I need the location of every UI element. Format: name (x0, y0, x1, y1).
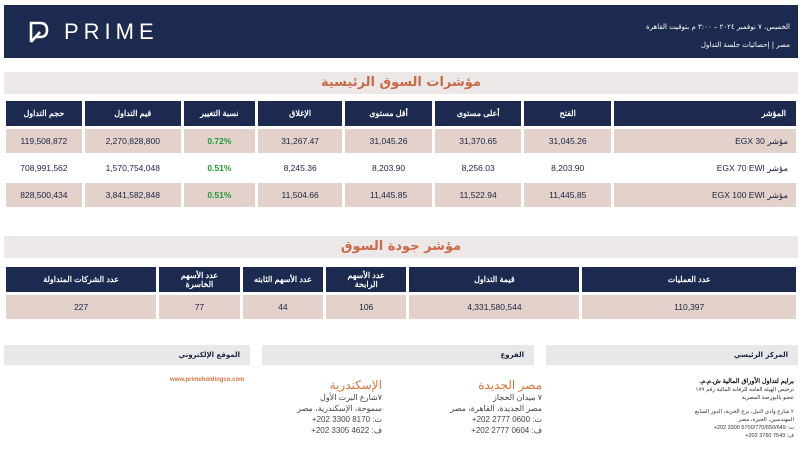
high-value: 8,256.03 (435, 156, 522, 180)
col-open: الفتح (524, 101, 611, 126)
heliopolis-phone: ت: 0600 2777 202+ (471, 415, 542, 424)
trades-count: 110,397 (582, 295, 796, 319)
table-row (6, 156, 796, 180)
col-volume: حجم التداول (6, 101, 82, 126)
trade-value: 3,841,582,848 (85, 183, 181, 207)
col-close: الإغلاق (258, 101, 342, 126)
hq-fax: ف: 7543 3760 202+ (745, 433, 794, 439)
col-gainers: عدد الأسهم الرابحة (326, 267, 406, 292)
indices-header-row (6, 101, 796, 126)
col-index: المؤشر (614, 101, 796, 126)
report-header (4, 5, 798, 58)
col-unchanged: عدد الأسهم الثابته (243, 267, 323, 292)
change-value: 0.51% (184, 156, 255, 180)
hq-address1: ٢ شارع وادي النيل، برج الحرية، الدور السابع (694, 409, 794, 415)
change-value: 0.51% (184, 183, 255, 207)
alexandria-branch (232, 378, 382, 436)
high-value: 31,370.65 (435, 129, 522, 153)
report-subtitle: مصر | إحصائيات جلسة التداول (700, 41, 790, 49)
heliopolis-line2: مصر الجديدة، القاهرة، مصر (450, 404, 542, 413)
trade-value: 2,270,828,800 (85, 129, 181, 153)
trade-value: 1,570,754,048 (85, 156, 181, 180)
unchanged-count: 44 (243, 295, 323, 319)
website-link[interactable]: www.primeholdingco.com (170, 377, 245, 383)
trade-value-total: 4,331,580,544 (409, 295, 579, 319)
gainers-count: 106 (326, 295, 406, 319)
alexandria-line2: سموحة، الإسكندرية، مصر (297, 404, 382, 413)
trade-volume: 119,508,872 (6, 129, 82, 153)
change-value: 0.72% (184, 129, 255, 153)
low-value: 11,445.85 (345, 183, 432, 207)
indices-title: مؤشرات السوق الرئيسية (4, 72, 798, 94)
close-value: 8,245.36 (258, 156, 342, 180)
report-date: الخميس، ٧ نوفمبر ٢٠٢٤ – ٣:٠٠ م بتوقيت القاهرة (646, 23, 790, 31)
col-change: نسبة التغيير (184, 101, 255, 126)
index-name: مؤشر EGX 100 EWI (614, 183, 796, 207)
companies-count: 227 (6, 295, 156, 319)
close-value: 31,267.47 (258, 129, 342, 153)
hq-phone: ت: 5700/770/650/649 3300 202+ (713, 425, 794, 431)
col-trade-value: قيمة التداول (409, 267, 579, 292)
hq-member: عضو بالبورصة المصرية (741, 395, 794, 401)
indices-table (3, 98, 799, 210)
trade-volume: 708,991,562 (6, 156, 82, 180)
hq-address-block (544, 378, 794, 440)
open-value: 11,445.85 (524, 183, 611, 207)
heliopolis-city: مصر الجديدة (478, 378, 542, 392)
table-row (6, 183, 796, 207)
hq-company: برايم لتداول الأوراق المالية ش.م.م. (699, 378, 794, 385)
hq-license: ترخيص الهيئة العامة للرقابة المالية رقم ١٧٩ (695, 387, 794, 393)
open-value: 31,045.26 (524, 129, 611, 153)
index-name: مؤشر EGX 70 EWI (614, 156, 796, 180)
heliopolis-branch (392, 378, 542, 436)
table-row (6, 295, 796, 319)
hq-label: المركز الرئيسي (546, 345, 798, 365)
prime-logo (28, 19, 159, 45)
brand-name: PRIME (64, 19, 159, 44)
col-value: قيم التداول (85, 101, 181, 126)
losers-count: 77 (159, 295, 240, 319)
heliopolis-fax: ف: 0604 2777 202+ (471, 426, 542, 435)
alexandria-line1: ٧شارع البرت الأول (320, 393, 382, 402)
quality-table (3, 264, 799, 322)
quality-title: مؤشر جودة السوق (4, 236, 798, 258)
hq-address2: المهندسين، الجيزة، مصر (738, 417, 794, 423)
branches-label: الفروع (262, 345, 534, 365)
alexandria-phone: ت: 8170 3300 202+ (311, 415, 382, 424)
trade-volume: 828,500,434 (6, 183, 82, 207)
alexandria-city: الإسكندرية (329, 378, 382, 392)
quality-header-row (6, 267, 796, 292)
heliopolis-line1: ٧ ميدان الحجاز (492, 393, 542, 402)
low-value: 31,045.26 (345, 129, 432, 153)
close-value: 11,504.66 (258, 183, 342, 207)
col-trades: عدد العمليات (582, 267, 796, 292)
website-label: الموقع الإلكتروني (4, 345, 250, 365)
low-value: 8,203.90 (345, 156, 432, 180)
table-row (6, 129, 796, 153)
high-value: 11,522.94 (435, 183, 522, 207)
col-losers: عدد الأسهم الخاسرة (159, 267, 240, 292)
col-low: أقل مستوى (345, 101, 432, 126)
prime-logo-icon (28, 20, 50, 44)
index-name: مؤشر EGX 30 (614, 129, 796, 153)
alexandria-fax: ف: 4622 3305 202+ (311, 426, 382, 435)
col-companies: عدد الشركات المتداولة (6, 267, 156, 292)
open-value: 8,203.90 (524, 156, 611, 180)
col-high: أعلى مستوى (435, 101, 522, 126)
